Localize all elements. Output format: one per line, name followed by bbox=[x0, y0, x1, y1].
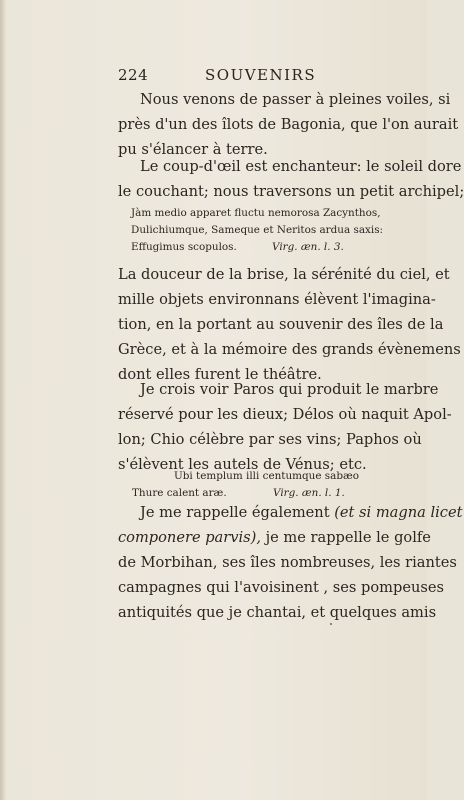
text-line: campagnes qui l'avoisinent , ses pompeuses bbox=[118, 579, 444, 596]
text-line: lon; Chio célèbre par ses vins; Paphos où bbox=[118, 431, 422, 448]
paragraph-2 bbox=[118, 154, 464, 204]
quote-citation: Virg. æn. l. 3. bbox=[272, 241, 344, 253]
text-line: s'élèvent les autels de Vénus; etc. bbox=[118, 456, 367, 473]
paragraph-3 bbox=[118, 262, 461, 387]
page-spine-shadow bbox=[0, 0, 6, 800]
quote-line: Dulichiumque, Sameque et Neritos ardua saxis: bbox=[131, 224, 384, 236]
page-header bbox=[118, 66, 403, 88]
text-line: tion, en la portant au souvenir des îles de la bbox=[118, 316, 444, 333]
text-line: le couchant; nous traversons un petit archipel; bbox=[118, 183, 464, 200]
quote-line: Ubi templum illi centumque sabæo bbox=[174, 470, 360, 482]
ink-speck bbox=[330, 623, 332, 625]
italic-phrase: (et si magna licet bbox=[334, 504, 463, 521]
paragraph-5 bbox=[118, 500, 463, 625]
text-run: Je me rappelle également bbox=[140, 504, 335, 521]
text-line bbox=[118, 525, 431, 550]
paragraph-4 bbox=[118, 377, 452, 477]
text-line: antiquités que je chantai, et quelques amis bbox=[118, 604, 437, 621]
text-line: Nous venons de passer à pleines voiles, si bbox=[140, 91, 451, 108]
text-line: réservé pour les dieux; Délos où naquit Apol- bbox=[118, 406, 452, 423]
quote-citation: Virg. æn. l. 1. bbox=[273, 487, 345, 499]
text-line: mille objets environnans élèvent l'imagina- bbox=[118, 291, 436, 308]
text-line: Grèce, et à la mémoire des grands évènemens bbox=[118, 341, 461, 358]
text-line: pu s'élancer à terre. bbox=[118, 141, 268, 158]
text-line: près d'un des îlots de Bagonia, que l'on aurait bbox=[118, 116, 459, 133]
running-head: SOUVENIRS bbox=[205, 66, 317, 84]
text-line: La douceur de la brise, la sérénité du ciel, et bbox=[118, 266, 450, 283]
text-line: dont elles furent le théâtre. bbox=[118, 366, 322, 383]
text-line: Je crois voir Paros qui produit le marbre bbox=[140, 381, 439, 398]
text-run: je me rappelle le golfe bbox=[260, 529, 431, 546]
quote-line: Thure calent aræ. bbox=[132, 487, 227, 499]
page-number: 224 bbox=[118, 66, 149, 84]
text-line: Le coup-d'œil est enchanteur: le soleil dore bbox=[140, 158, 462, 175]
text-line: de Morbihan, ses îles nombreuses, les riantes bbox=[118, 554, 457, 571]
italic-phrase: componere parvis), bbox=[118, 529, 261, 546]
text-line bbox=[118, 500, 463, 525]
quote-line: Jàm medio apparet fluctu nemorosa Zacynthos, bbox=[131, 207, 381, 219]
paragraph-1 bbox=[118, 87, 459, 162]
quote-line: Effugimus scopulos. bbox=[131, 241, 237, 253]
